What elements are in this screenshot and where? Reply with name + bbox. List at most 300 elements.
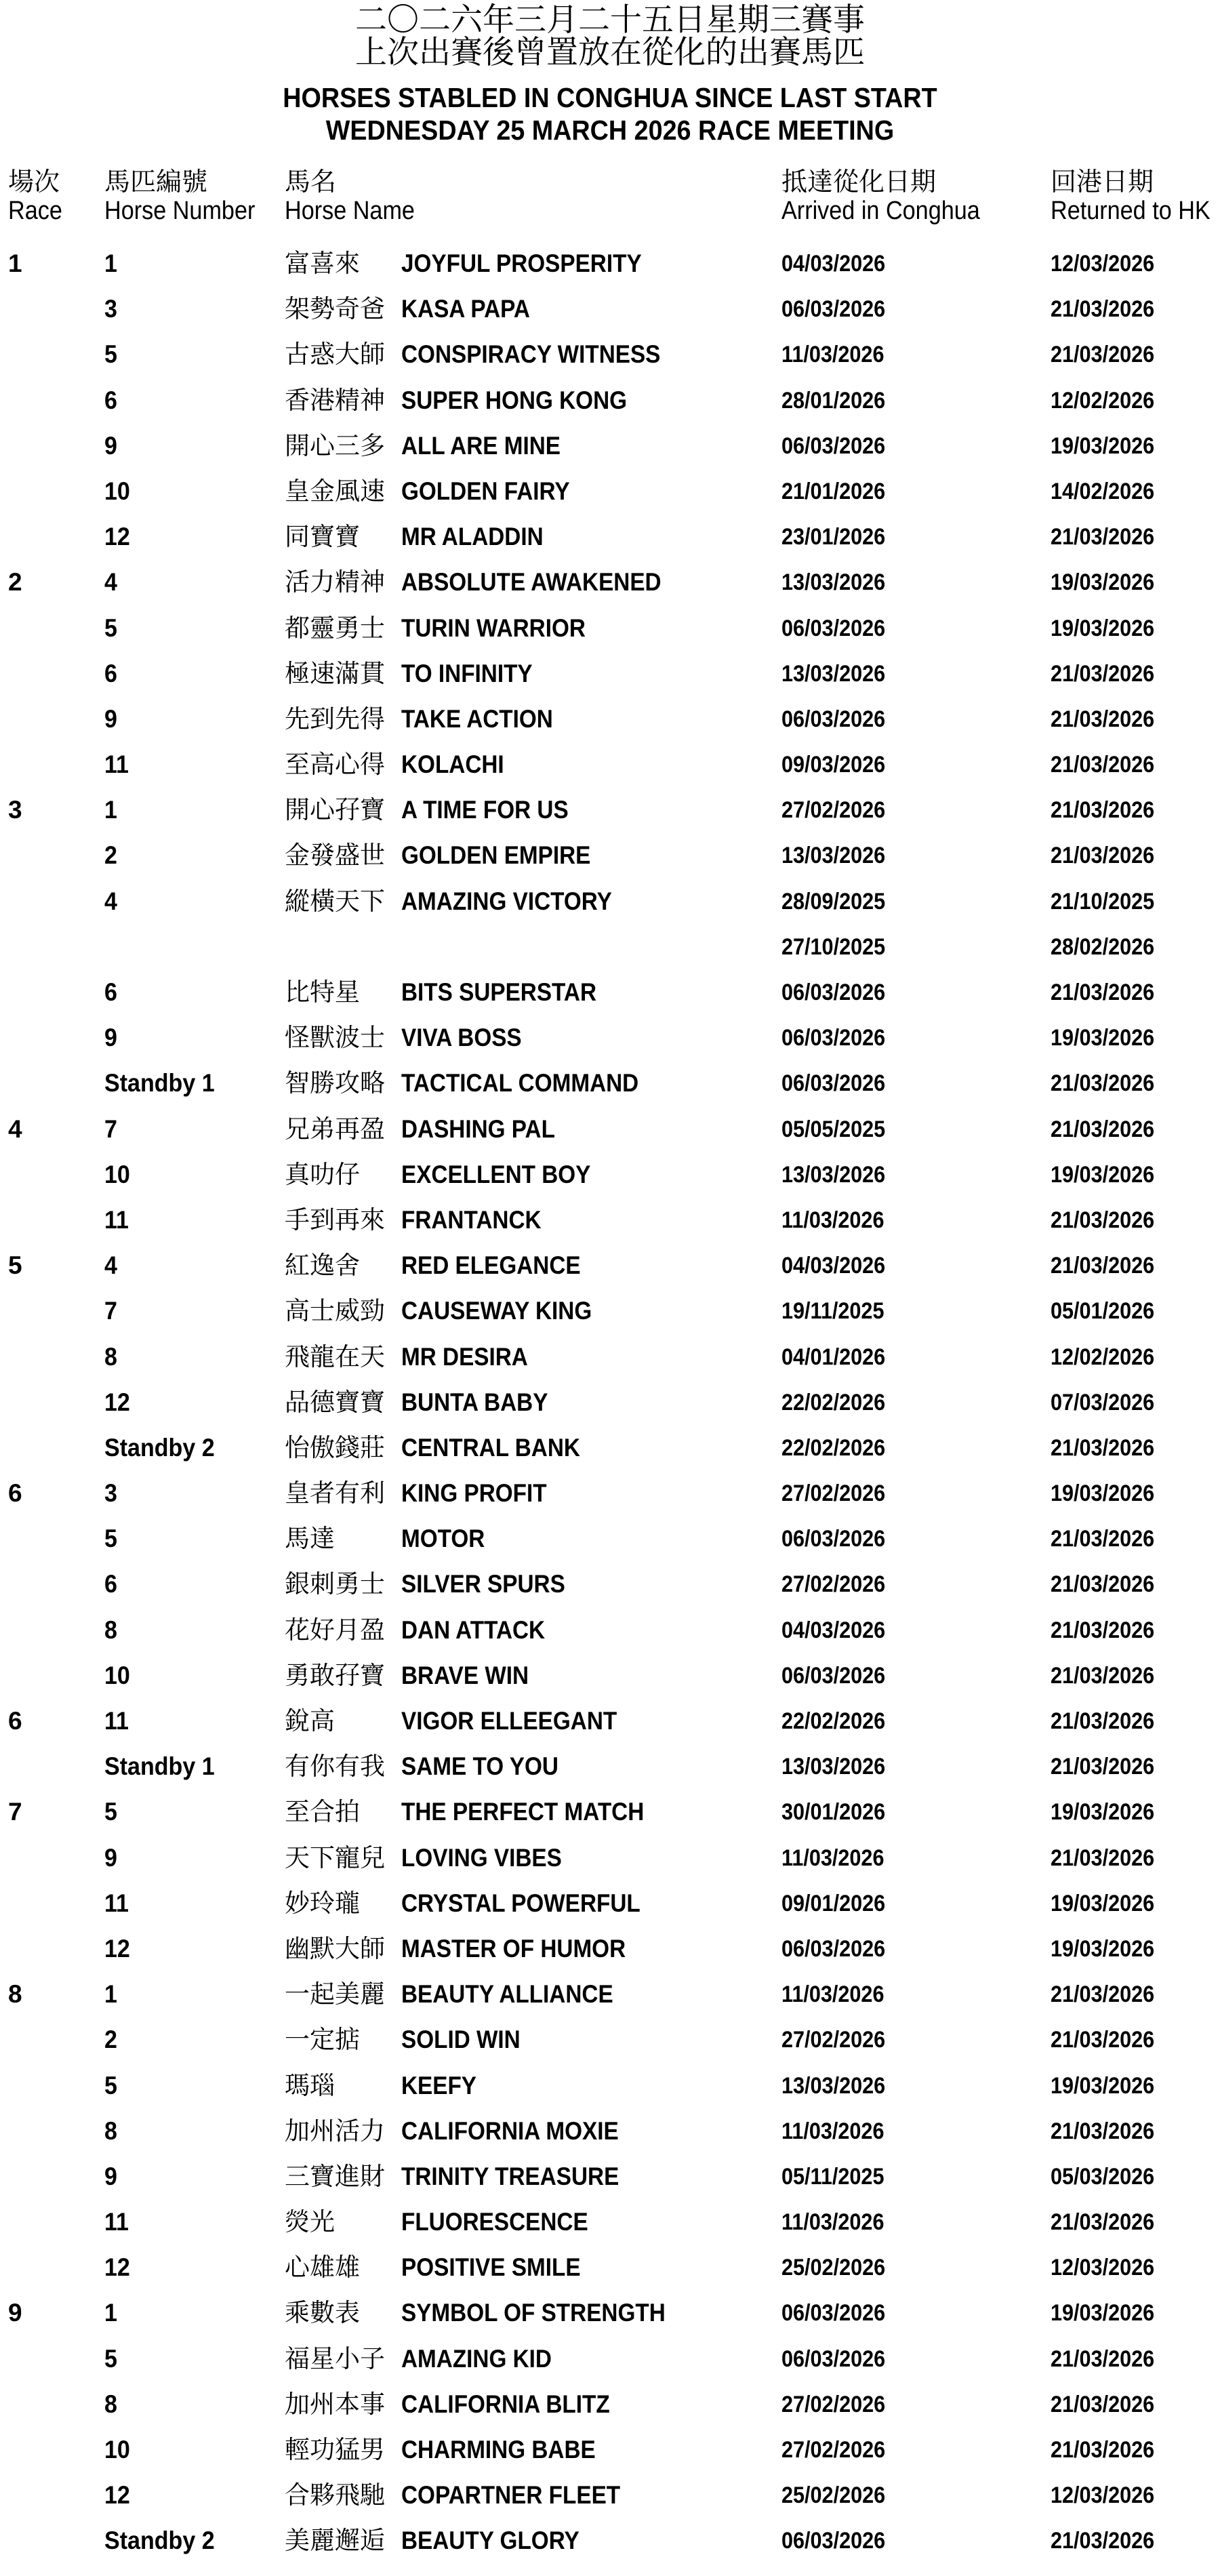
returned-date-cell: 21/03/2026 [1051, 1070, 1155, 1097]
returned-date-cell: 21/03/2026 [1051, 524, 1155, 550]
returned-date-cell: 21/03/2026 [1051, 2118, 1155, 2144]
arrived-date-cell: 04/01/2026 [781, 1344, 886, 1370]
returned-date-cell: 21/03/2026 [1051, 2437, 1155, 2463]
title-en-line2: WEDNESDAY 25 MARCH 2026 RACE MEETING [325, 115, 895, 146]
arrived-date-cell: 06/03/2026 [781, 615, 886, 641]
horse-number-cell: 7 [104, 1297, 117, 1325]
arrived-date-cell: 21/01/2026 [781, 478, 886, 504]
arrived-date-cell: 13/03/2026 [781, 569, 886, 596]
horse-name-zh-cell: 兄弟再盈 [285, 1114, 385, 1143]
table-row [0, 1289, 1220, 1334]
table-row [0, 1426, 1220, 1471]
arrived-date-cell: 27/02/2026 [781, 1481, 886, 1507]
horse-name-en-cell: THE PERFECT MATCH [401, 1798, 645, 1826]
table-row [0, 1699, 1220, 1744]
horse-name-zh-cell: 天下寵兒 [285, 1843, 385, 1872]
returned-date-cell: 19/03/2026 [1051, 1799, 1155, 1826]
arrived-date-cell: 22/02/2026 [781, 1434, 886, 1461]
horse-name-en-cell: GOLDEN FAIRY [401, 477, 570, 505]
horse-name-zh-cell: 同寶寶 [285, 523, 360, 551]
returned-date-cell: 12/03/2026 [1051, 2482, 1155, 2509]
horse-number-cell: 12 [104, 1388, 130, 1416]
horse-name-zh-cell: 古惑大師 [285, 340, 385, 369]
returned-date-cell: 19/03/2026 [1051, 615, 1155, 641]
horse-name-en-cell: AMAZING VICTORY [401, 887, 612, 915]
horse-name-zh-cell: 乘數表 [285, 2299, 360, 2327]
title-zh-line2: 上次出賽後曾置放在從化的出賽馬匹 [355, 34, 865, 70]
table-row [0, 1107, 1220, 1152]
horse-name-en-cell: CALIFORNIA BLITZ [401, 2390, 610, 2418]
horse-name-en-cell: FRANTANCK [401, 1205, 542, 1234]
horse-name-zh-cell: 加州本事 [285, 2390, 385, 2418]
returned-date-cell: 19/03/2026 [1051, 1161, 1155, 1188]
horse-number-cell: 9 [104, 2162, 117, 2190]
arrived-date-cell: 11/03/2026 [781, 1981, 884, 2008]
arrived-date-cell: 09/03/2026 [781, 752, 886, 778]
horse-number-cell: 9 [104, 431, 117, 460]
arrived-date-cell: 25/02/2026 [781, 2482, 886, 2509]
race-cell: 2 [8, 568, 22, 597]
horse-name-en-cell: SYMBOL OF STRENGTH [401, 2299, 666, 2327]
arrived-date-cell: 05/11/2025 [781, 2163, 884, 2190]
horse-name-zh-cell: 美麗邂逅 [285, 2527, 385, 2555]
horse-name-zh-cell: 妙玲瓏 [285, 1889, 360, 1917]
returned-date-cell: 21/03/2026 [1051, 1116, 1155, 1142]
horse-name-zh-cell: 福星小子 [285, 2344, 385, 2373]
horse-name-en-cell: SILVER SPURS [401, 1570, 565, 1598]
horse-number-cell: 6 [104, 386, 117, 414]
horse-name-zh-cell: 高士威勁 [285, 1297, 385, 1325]
horse-name-en-cell: A TIME FOR US [401, 796, 569, 824]
horse-name-zh-cell: 品德寶寶 [285, 1388, 385, 1416]
table-row [0, 469, 1220, 515]
arrived-date-cell: 04/03/2026 [781, 1617, 886, 1643]
race-cell: 6 [8, 1479, 22, 1508]
horse-number-cell: 9 [104, 1843, 117, 1872]
returned-date-cell: 21/03/2026 [1051, 2346, 1155, 2372]
returned-date-cell: 14/02/2026 [1051, 478, 1155, 504]
returned-date-cell: 21/10/2025 [1051, 888, 1155, 914]
horse-number-cell: Standby 1 [104, 1752, 215, 1781]
horse-name-zh-cell: 比特星 [285, 978, 360, 1006]
horse-name-zh-cell: 馬達 [285, 1525, 335, 1553]
arrived-date-cell: 06/03/2026 [781, 432, 886, 459]
table-row [0, 1380, 1220, 1426]
horse-name-zh-cell: 先到先得 [285, 704, 385, 733]
arrived-date-cell: 13/03/2026 [781, 1754, 886, 1780]
table-row [0, 925, 1220, 970]
returned-date-cell: 21/03/2026 [1051, 2528, 1155, 2554]
horse-number-cell: 11 [104, 1205, 129, 1234]
horse-name-zh-cell: 皇者有利 [285, 1479, 385, 1508]
horse-name-zh-cell: 銳高 [285, 1707, 335, 1735]
table-row [0, 606, 1220, 651]
horse-name-en-cell: ALL ARE MINE [401, 431, 561, 460]
returned-date-cell: 21/03/2026 [1051, 752, 1155, 778]
arrived-date-cell: 13/03/2026 [781, 843, 886, 869]
arrived-date-cell: 06/03/2026 [781, 980, 886, 1005]
table-row [0, 1471, 1220, 1516]
horse-number-cell: 11 [104, 750, 129, 779]
race-cell: 5 [8, 1251, 22, 1280]
table-row [0, 1836, 1220, 1881]
horse-table [0, 241, 1220, 2564]
horse-name-en-cell: MOTOR [401, 1525, 485, 1553]
horse-number-cell: 12 [104, 2481, 130, 2510]
arrived-date-cell: 06/03/2026 [781, 2346, 886, 2372]
table-row [0, 2154, 1220, 2200]
horse-number-cell: 5 [104, 1798, 117, 1826]
table-row [0, 241, 1220, 287]
table-row [0, 2064, 1220, 2109]
horse-name-en-cell: CAUSEWAY KING [401, 1297, 592, 1325]
horse-name-zh-cell: 花好月盈 [285, 1615, 385, 1644]
horse-name-en-cell: BEAUTY ALLIANCE [401, 1980, 613, 2009]
horse-name-en-cell: VIVA BOSS [401, 1024, 522, 1052]
horse-name-en-cell: KEEFY [401, 2071, 477, 2099]
arrived-date-cell: 11/03/2026 [781, 2118, 884, 2144]
horse-name-en-cell: SOLID WIN [401, 2026, 521, 2054]
table-row [0, 1653, 1220, 1699]
returned-date-cell: 19/03/2026 [1051, 432, 1155, 459]
table-row [0, 2382, 1220, 2428]
horse-name-zh-cell: 極速滿貫 [285, 659, 385, 687]
arrived-date-cell: 06/03/2026 [781, 1025, 886, 1051]
arrived-date-cell: 28/01/2026 [781, 387, 886, 414]
returned-date-cell: 21/03/2026 [1051, 1253, 1155, 1279]
horse-number-cell: Standby 1 [104, 1069, 215, 1098]
arrived-date-cell: 04/03/2026 [781, 251, 886, 277]
column-header-horse-name: 馬名 Horse Name [285, 168, 415, 225]
horse-name-zh-cell: 真叻仔 [285, 1160, 360, 1188]
table-row [0, 2337, 1220, 2382]
table-row [0, 332, 1220, 378]
arrived-date-cell: 13/03/2026 [781, 660, 886, 687]
horse-name-zh-cell: 怪獸波士 [285, 1024, 385, 1052]
horse-name-en-cell: BRAVE WIN [401, 1661, 529, 1689]
table-row [0, 970, 1220, 1015]
returned-date-cell: 21/03/2026 [1051, 1434, 1155, 1461]
arrived-date-cell: 06/03/2026 [781, 1662, 886, 1689]
column-header-returned: 回港日期 Returned to HK [1051, 168, 1211, 225]
returned-date-cell: 21/03/2026 [1051, 660, 1155, 687]
horse-name-zh-cell: 皇金風速 [285, 477, 385, 505]
arrived-date-cell: 06/03/2026 [781, 2528, 886, 2554]
table-row [0, 1790, 1220, 1835]
horse-number-cell: 8 [104, 1342, 117, 1371]
table-row [0, 2473, 1220, 2518]
horse-name-en-cell: TRINITY TREASURE [401, 2162, 619, 2190]
table-row [0, 287, 1220, 332]
table-row [0, 560, 1220, 605]
returned-date-cell: 21/03/2026 [1051, 1526, 1155, 1552]
horse-name-en-cell: EXCELLENT BOY [401, 1160, 591, 1188]
returned-date-cell: 19/03/2026 [1051, 1025, 1155, 1051]
arrived-date-cell: 27/10/2025 [781, 933, 886, 960]
table-row [0, 2245, 1220, 2291]
horse-number-cell: 9 [104, 704, 117, 733]
table-row [0, 1198, 1220, 1243]
horse-name-zh-cell: 一定掂 [285, 2026, 360, 2054]
horse-number-cell: 6 [104, 659, 117, 687]
horse-name-en-cell: LOVING VIBES [401, 1843, 562, 1872]
arrived-date-cell: 13/03/2026 [781, 2072, 886, 2099]
horse-name-en-cell: CALIFORNIA MOXIE [401, 2116, 619, 2145]
arrived-date-cell: 27/02/2026 [781, 2027, 886, 2053]
horse-number-cell: 7 [104, 1114, 117, 1143]
returned-date-cell: 21/03/2026 [1051, 1981, 1155, 2008]
horse-number-cell: 1 [104, 2299, 117, 2327]
horse-number-cell: 10 [104, 2436, 130, 2463]
returned-date-cell: 21/03/2026 [1051, 342, 1155, 368]
horse-name-en-cell: BITS SUPERSTAR [401, 978, 597, 1006]
horse-number-cell: 5 [104, 2071, 117, 2099]
horse-name-en-cell: JOYFUL PROSPERITY [401, 249, 642, 277]
horse-name-en-cell: SAME TO YOU [401, 1752, 558, 1781]
returned-date-cell: 19/03/2026 [1051, 1935, 1155, 1962]
table-row [0, 2291, 1220, 2336]
horse-name-en-cell: CHARMING BABE [401, 2436, 596, 2463]
horse-name-zh-cell: 至高心得 [285, 750, 385, 779]
table-row [0, 651, 1220, 697]
table-row [0, 1335, 1220, 1380]
table-row [0, 2200, 1220, 2245]
arrived-date-cell: 05/05/2025 [781, 1116, 886, 1142]
horse-number-cell: 2 [104, 2026, 117, 2054]
arrived-date-cell: 04/03/2026 [781, 1253, 886, 1279]
horse-number-cell: 5 [104, 2344, 117, 2373]
horse-name-zh-cell: 開心三多 [285, 431, 385, 460]
arrived-date-cell: 27/02/2026 [781, 2437, 886, 2463]
column-header-race: 場次 Race [8, 168, 62, 225]
race-cell: 1 [8, 249, 22, 277]
table-row [0, 1927, 1220, 1972]
table-row [0, 424, 1220, 469]
table-row [0, 1562, 1220, 1607]
horse-number-cell: Standby 2 [104, 2527, 215, 2555]
horse-number-cell: 5 [104, 1525, 117, 1553]
horse-name-en-cell: CENTRAL BANK [401, 1433, 580, 1462]
arrived-date-cell: 23/01/2026 [781, 524, 886, 550]
returned-date-cell: 21/03/2026 [1051, 1571, 1155, 1598]
horse-number-cell: 12 [104, 523, 130, 551]
horse-name-zh-cell: 富喜來 [285, 249, 360, 277]
horse-name-zh-cell: 三寶進財 [285, 2162, 385, 2190]
horse-name-zh-cell: 幽默大師 [285, 1934, 385, 1963]
horse-name-en-cell: RED ELEGANCE [401, 1251, 581, 1280]
returned-date-cell: 21/03/2026 [1051, 1708, 1155, 1734]
arrived-date-cell: 06/03/2026 [781, 296, 886, 323]
horse-name-en-cell: MR DESIRA [401, 1342, 528, 1371]
table-row [0, 2428, 1220, 2473]
returned-date-cell: 21/03/2026 [1051, 2209, 1155, 2236]
returned-date-cell: 21/03/2026 [1051, 296, 1155, 323]
horse-number-cell: 5 [104, 613, 117, 642]
horse-name-zh-cell: 手到再來 [285, 1205, 385, 1234]
horse-name-zh-cell: 心雄雄 [285, 2253, 360, 2282]
horse-name-en-cell: POSITIVE SMILE [401, 2253, 581, 2282]
returned-date-cell: 21/03/2026 [1051, 1845, 1155, 1871]
table-row [0, 1608, 1220, 1653]
race-cell: 8 [8, 1980, 22, 2009]
horse-name-en-cell: KASA PAPA [401, 295, 530, 323]
table-row [0, 1881, 1220, 1927]
table-row [0, 1152, 1220, 1198]
arrived-date-cell: 22/02/2026 [781, 1708, 886, 1734]
table-row [0, 2017, 1220, 2063]
arrived-date-cell: 11/03/2026 [781, 342, 884, 368]
horse-name-en-cell: FLUORESCENCE [401, 2208, 588, 2236]
arrived-date-cell: 11/03/2026 [781, 1845, 884, 1871]
horse-name-zh-cell: 縱橫天下 [285, 887, 385, 915]
arrived-date-cell: 06/03/2026 [781, 1935, 886, 1962]
horse-name-en-cell: TACTICAL COMMAND [401, 1069, 639, 1098]
arrived-date-cell: 06/03/2026 [781, 1526, 886, 1552]
horse-name-en-cell: KING PROFIT [401, 1479, 547, 1508]
race-cell: 7 [8, 1798, 22, 1826]
horse-name-zh-cell: 活力精神 [285, 568, 385, 597]
horse-number-cell: 8 [104, 2390, 117, 2418]
horse-number-cell: 3 [104, 1479, 117, 1508]
title-en-line1: HORSES STABLED IN CONGHUA SINCE LAST START [283, 82, 937, 113]
horse-number-cell: 1 [104, 249, 117, 277]
horse-name-en-cell: BEAUTY GLORY [401, 2527, 580, 2555]
table-row [0, 1243, 1220, 1289]
horse-number-cell: 5 [104, 340, 117, 369]
race-cell: 9 [8, 2299, 22, 2327]
arrived-date-cell: 22/02/2026 [781, 1389, 886, 1415]
horse-number-cell: 1 [104, 1980, 117, 2009]
arrived-date-cell: 06/03/2026 [781, 706, 886, 732]
returned-date-cell: 21/03/2026 [1051, 706, 1155, 732]
table-row [0, 879, 1220, 925]
horse-name-zh-cell: 勇敢孖寶 [285, 1661, 385, 1689]
returned-date-cell: 21/03/2026 [1051, 1207, 1155, 1233]
arrived-date-cell: 06/03/2026 [781, 2300, 886, 2327]
horse-name-en-cell: SUPER HONG KONG [401, 386, 628, 414]
horse-number-cell: 12 [104, 1934, 130, 1963]
horse-number-cell: 11 [104, 1889, 129, 1917]
horse-name-zh-cell: 至合拍 [285, 1798, 360, 1826]
returned-date-cell: 21/03/2026 [1051, 2391, 1155, 2417]
horse-name-en-cell: CRYSTAL POWERFUL [401, 1889, 640, 1917]
arrived-date-cell: 11/03/2026 [781, 2209, 884, 2236]
horse-name-en-cell: MASTER OF HUMOR [401, 1934, 626, 1963]
table-row [0, 742, 1220, 788]
race-cell: 6 [8, 1707, 22, 1735]
horse-number-cell: 2 [104, 841, 117, 870]
horse-number-cell: 4 [104, 1251, 117, 1280]
horse-number-cell: 6 [104, 1570, 117, 1598]
returned-date-cell: 21/03/2026 [1051, 2027, 1155, 2053]
horse-number-cell: 3 [104, 295, 117, 323]
horse-name-en-cell: BUNTA BABY [401, 1388, 548, 1416]
horse-number-cell: 10 [104, 477, 130, 505]
horse-name-zh-cell: 瑪瑙 [285, 2071, 335, 2099]
table-row [0, 515, 1220, 560]
arrived-date-cell: 30/01/2026 [781, 1799, 886, 1826]
returned-date-cell: 21/03/2026 [1051, 1754, 1155, 1780]
table-row [0, 833, 1220, 879]
race-cell: 4 [8, 1114, 22, 1143]
table-row [0, 788, 1220, 833]
horse-name-en-cell: TAKE ACTION [401, 704, 553, 733]
table-row [0, 378, 1220, 424]
horse-name-en-cell: VIGOR ELLEEGANT [401, 1707, 617, 1735]
horse-number-cell: 8 [104, 1615, 117, 1644]
horse-number-cell: 1 [104, 796, 117, 824]
arrived-date-cell: 06/03/2026 [781, 1070, 886, 1097]
horse-number-cell: Standby 2 [104, 1433, 215, 1462]
horse-number-cell: 11 [104, 1707, 129, 1735]
horse-name-zh-cell: 智勝攻略 [285, 1069, 385, 1098]
horse-name-en-cell: TO INFINITY [401, 659, 533, 687]
arrived-date-cell: 09/01/2026 [781, 1890, 886, 1916]
horse-name-en-cell: KOLACHI [401, 750, 504, 779]
returned-date-cell: 21/03/2026 [1051, 797, 1155, 824]
returned-date-cell: 19/03/2026 [1051, 569, 1155, 596]
horse-name-zh-cell: 都靈勇士 [285, 613, 385, 642]
returned-date-cell: 07/03/2026 [1051, 1389, 1155, 1415]
horse-number-cell: 11 [104, 2208, 129, 2236]
returned-date-cell: 19/03/2026 [1051, 2300, 1155, 2327]
horse-name-en-cell: CONSPIRACY WITNESS [401, 340, 661, 369]
returned-date-cell: 21/03/2026 [1051, 843, 1155, 869]
returned-date-cell: 19/03/2026 [1051, 2072, 1155, 2099]
horse-name-zh-cell: 銀刺勇士 [285, 1570, 385, 1598]
arrived-date-cell: 25/02/2026 [781, 2255, 886, 2281]
horse-name-zh-cell: 架勢奇爸 [285, 295, 385, 323]
horse-name-zh-cell: 怡傲錢莊 [285, 1433, 385, 1462]
returned-date-cell: 21/03/2026 [1051, 1617, 1155, 1643]
arrived-date-cell: 27/02/2026 [781, 1571, 886, 1598]
returned-date-cell: 05/01/2026 [1051, 1298, 1155, 1325]
horse-name-zh-cell: 有你有我 [285, 1752, 385, 1781]
returned-date-cell: 12/03/2026 [1051, 2255, 1155, 2281]
horse-name-zh-cell: 飛龍在天 [285, 1342, 385, 1371]
table-row [0, 1061, 1220, 1106]
horse-name-zh-cell: 紅逸舍 [285, 1251, 360, 1280]
table-row [0, 2518, 1220, 2564]
title-zh-line1: 二〇二六年三月二十五日星期三賽事 [355, 1, 865, 37]
column-header-horse-number: 馬匹編號 Horse Number [104, 168, 256, 225]
horse-name-en-cell: GOLDEN EMPIRE [401, 841, 591, 870]
arrived-date-cell: 27/02/2026 [781, 2391, 886, 2417]
returned-date-cell: 05/03/2026 [1051, 2163, 1155, 2190]
horse-number-cell: 6 [104, 978, 117, 1006]
horse-name-en-cell: MR ALADDIN [401, 523, 544, 551]
table-row [0, 1972, 1220, 2017]
horse-name-zh-cell: 香港精神 [285, 386, 385, 414]
horse-name-en-cell: ABSOLUTE AWAKENED [401, 568, 662, 597]
table-row [0, 1015, 1220, 1061]
horse-name-en-cell: DAN ATTACK [401, 1615, 546, 1644]
horse-name-zh-cell: 輕功猛男 [285, 2436, 385, 2463]
returned-date-cell: 21/03/2026 [1051, 1662, 1155, 1689]
returned-date-cell: 12/03/2026 [1051, 251, 1155, 277]
horse-name-zh-cell: 加州活力 [285, 2116, 385, 2145]
arrived-date-cell: 11/03/2026 [781, 1207, 884, 1233]
horse-name-en-cell: DASHING PAL [401, 1114, 555, 1143]
horse-name-en-cell: AMAZING KID [401, 2344, 552, 2373]
arrived-date-cell: 27/02/2026 [781, 797, 886, 824]
column-header-arrived: 抵達從化日期 Arrived in Conghua [781, 168, 980, 225]
horse-number-cell: 10 [104, 1160, 130, 1188]
horse-name-zh-cell: 熒光 [285, 2208, 335, 2236]
horse-name-en-cell: COPARTNER FLEET [401, 2481, 621, 2510]
horse-name-zh-cell: 合夥飛馳 [285, 2481, 385, 2510]
arrived-date-cell: 28/09/2025 [781, 888, 886, 914]
